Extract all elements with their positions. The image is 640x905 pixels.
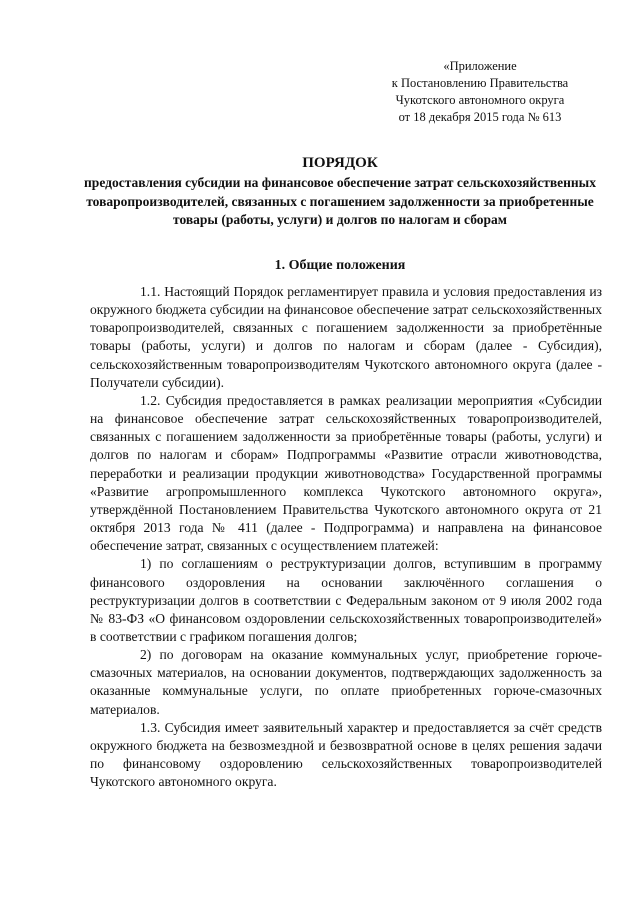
appendix-line: «Приложение (443, 59, 517, 73)
document-body (90, 283, 602, 791)
document-subtitle: предоставления субсидии на финансовое обеспечение затрат сельскохозяйственных товаропроизводителей, связанных с погашением задолженности за приобретенные товары (работы, услуги) и долгов по налогам и сборам (84, 175, 596, 227)
appendix-line: к Постановлению Правительства (391, 76, 569, 90)
paragraph: 1.3. Субсидия имеет заявительный характер и предоставляется за счёт средств окружного бюджета на безвозмездной и безвозвратной основе в целях решения задачи по финансовому оздоровлению сельскохозяйственных товаропроизводителей Чукотского автономного округа. (90, 719, 602, 790)
paragraph: 1.2. Субсидия предоставляется в рамках реализации мероприятия «Субсидии на финансовое обеспечение затрат сельскохозяйственных товаропроизводителей, связанных с погашением задолженности за приобретённые товары (работы, услуги) и долгов по налогам и сборам» Подпрограммы «Развитие отрасли животноводства, переработки и реализации продукции животноводства» Государственной программы «Развитие агропромышленного комплекса Чукотского автономного округа», утверждённой Постановлением Правительства Чукотского автономного округа от 21 октября 2013 года № 411 (далее - Подпрограмма) и направлена на финансовое обеспечение затрат, связанных с осуществлением платежей: (90, 392, 602, 554)
appendix-line: Чукотского автономного округа (395, 93, 565, 107)
paragraph: 1.1. Настоящий Порядок регламентирует правила и условия предоставления из окружного бюджета субсидии на финансовое обеспечение затрат сельскохозяйственных товаропроизводителей, связанных с погашением задолженности за приобретённые товары (работы, услуги) и долгов по налогам и сборам (далее - Субсидия), сельскохозяйственным товаропроизводителям Чукотского автономного округа (далее - Получатели субсидии). (90, 284, 602, 390)
document-title: ПОРЯДОК (302, 155, 378, 171)
paragraph: 1) по соглашениям о реструктуризации долгов, вступившим в программу финансового оздоровления на основании заключённого соглашения о реструктуризации долгов в соответствии с Федеральным законом от 9 июля 2002 года № 83-ФЗ «О финансовом оздоровлении сельскохозяйственных товаропроизводителей» в соответствии с графиком погашения долгов; (90, 556, 602, 644)
appendix-line: от 18 декабря 2015 года № 613 (398, 110, 562, 124)
appendix-header (360, 58, 600, 126)
paragraph: 2) по договорам на оказание коммунальных услуг, приобретение горюче-смазочных материалов, на основании документов, подтверждающих задолженность за оказанные коммунальные услуги, по оплате приобретенных горюче-смазочных материалов. (90, 647, 602, 717)
section-heading: 1. Общие положения (274, 258, 406, 273)
